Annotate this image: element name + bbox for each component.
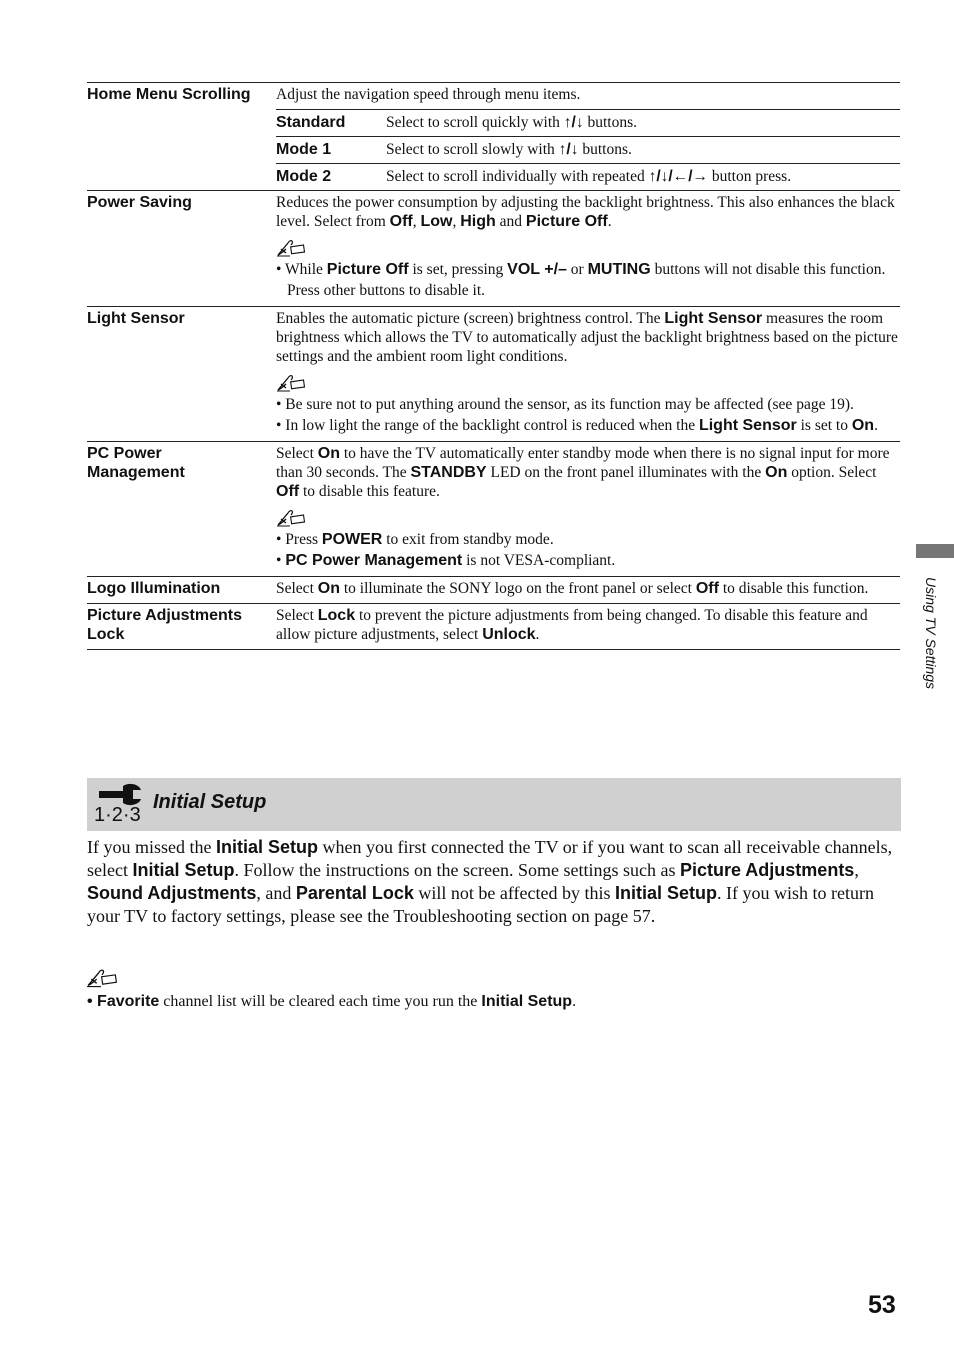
option-row-mode-1: [276, 136, 900, 163]
note-pen-icon: [276, 239, 306, 257]
row-logo-illumination: [87, 577, 900, 604]
note-item: • Press POWER to exit from standby mode.: [276, 531, 554, 548]
settings-table: [87, 82, 900, 650]
option-label: Mode 1: [276, 141, 332, 158]
note-item: • Be sure not to put anything around the sensor, as its function may be affected (see page 19).: [276, 396, 854, 413]
note-pen-icon: [276, 374, 306, 392]
section-body: If you missed the Initial Setup when you first connected the TV or if you want to scan all receivable channels, select Initial Setup. Follow the instructions on the screen. Some settings such as Picture Adjustments, Sound Adjustments, and Parental Lock will not be affected by this Initial Setup. If you wish to return your TV to factory settings, please see the Troubleshooting section on page 57.: [87, 837, 893, 926]
row-label: PC Power Management: [87, 445, 185, 481]
option-label: Mode 2: [276, 168, 332, 185]
chapter-side-label: Using TV Settings: [923, 577, 939, 690]
section-header: [87, 778, 901, 831]
arrow-icon: ↑/↓: [558, 141, 579, 158]
option-row-standard: [276, 109, 900, 136]
row-power-saving: [87, 191, 900, 307]
option-description: Select to scroll quickly with ↑/↓ buttons.: [386, 114, 638, 131]
section-title: Initial Setup: [153, 791, 267, 813]
note-pen-icon: [86, 968, 118, 988]
row-description: Reduces the power consumption by adjusting the backlight brightness. This also enhances the black level. Select from Off, Low, High and Picture Off.: [276, 194, 895, 230]
section-note: • Favorite channel list will be cleared each time you run the Initial Setup.: [87, 993, 577, 1010]
note-item: • While Picture Off is set, pressing VOL +/– or MUTING buttons will not disable this function. Press other buttons to disable it.: [276, 261, 886, 299]
note-item: • In low light the range of the backlight control is reduced when the Light Sensor is set to On.: [276, 417, 878, 434]
option-row-mode-2: [276, 163, 900, 190]
option-description: Select to scroll slowly with ↑/↓ buttons.: [386, 141, 632, 158]
arrow-icon: ↑/↓: [563, 114, 584, 131]
row-label: Light Sensor: [87, 310, 185, 327]
chapter-tab-marker: [916, 544, 954, 558]
arrow-icon: ↑/↓/←/→: [648, 168, 708, 185]
page-number: 53: [868, 1291, 896, 1319]
section-number: 1·2·3: [94, 804, 141, 826]
row-label: Power Saving: [87, 194, 192, 211]
row-home-menu-scrolling: [87, 83, 900, 191]
row-light-sensor: [87, 307, 900, 442]
row-label: Home Menu Scrolling: [87, 86, 251, 103]
note-item: • PC Power Management is not VESA-compliant.: [276, 552, 616, 569]
option-description: Select to scroll individually with repeated ↑/↓/←/→ button press.: [386, 168, 792, 185]
option-label: Standard: [276, 114, 346, 131]
note-pen-icon: [276, 509, 306, 527]
row-pc-power-management: [87, 442, 900, 577]
row-description: Adjust the navigation speed through menu items.: [276, 86, 581, 103]
row-description: Select On to illuminate the SONY logo on the front panel or select Off to disable this function.: [276, 580, 869, 597]
row-description: Select Lock to prevent the picture adjustments from being changed. To disable this feature and allow picture adjustments, select Unlock.: [276, 607, 868, 643]
row-description: Select On to have the TV automatically enter standby mode when there is no signal input for more than 30 seconds. The STANDBY LED on the front panel illuminates with the On option. Select Off to disable this feature.: [276, 445, 890, 500]
row-label: Picture Adjustments Lock: [87, 607, 242, 643]
row-label: Logo Illumination: [87, 580, 221, 597]
row-description: Enables the automatic picture (screen) brightness control. The Light Sensor measures the room brightness which allows the TV to automatically adjust the backlight brightness based on the picture settings and the ambient room light conditions.: [276, 310, 898, 365]
row-picture-adjustments-lock: [87, 604, 900, 650]
